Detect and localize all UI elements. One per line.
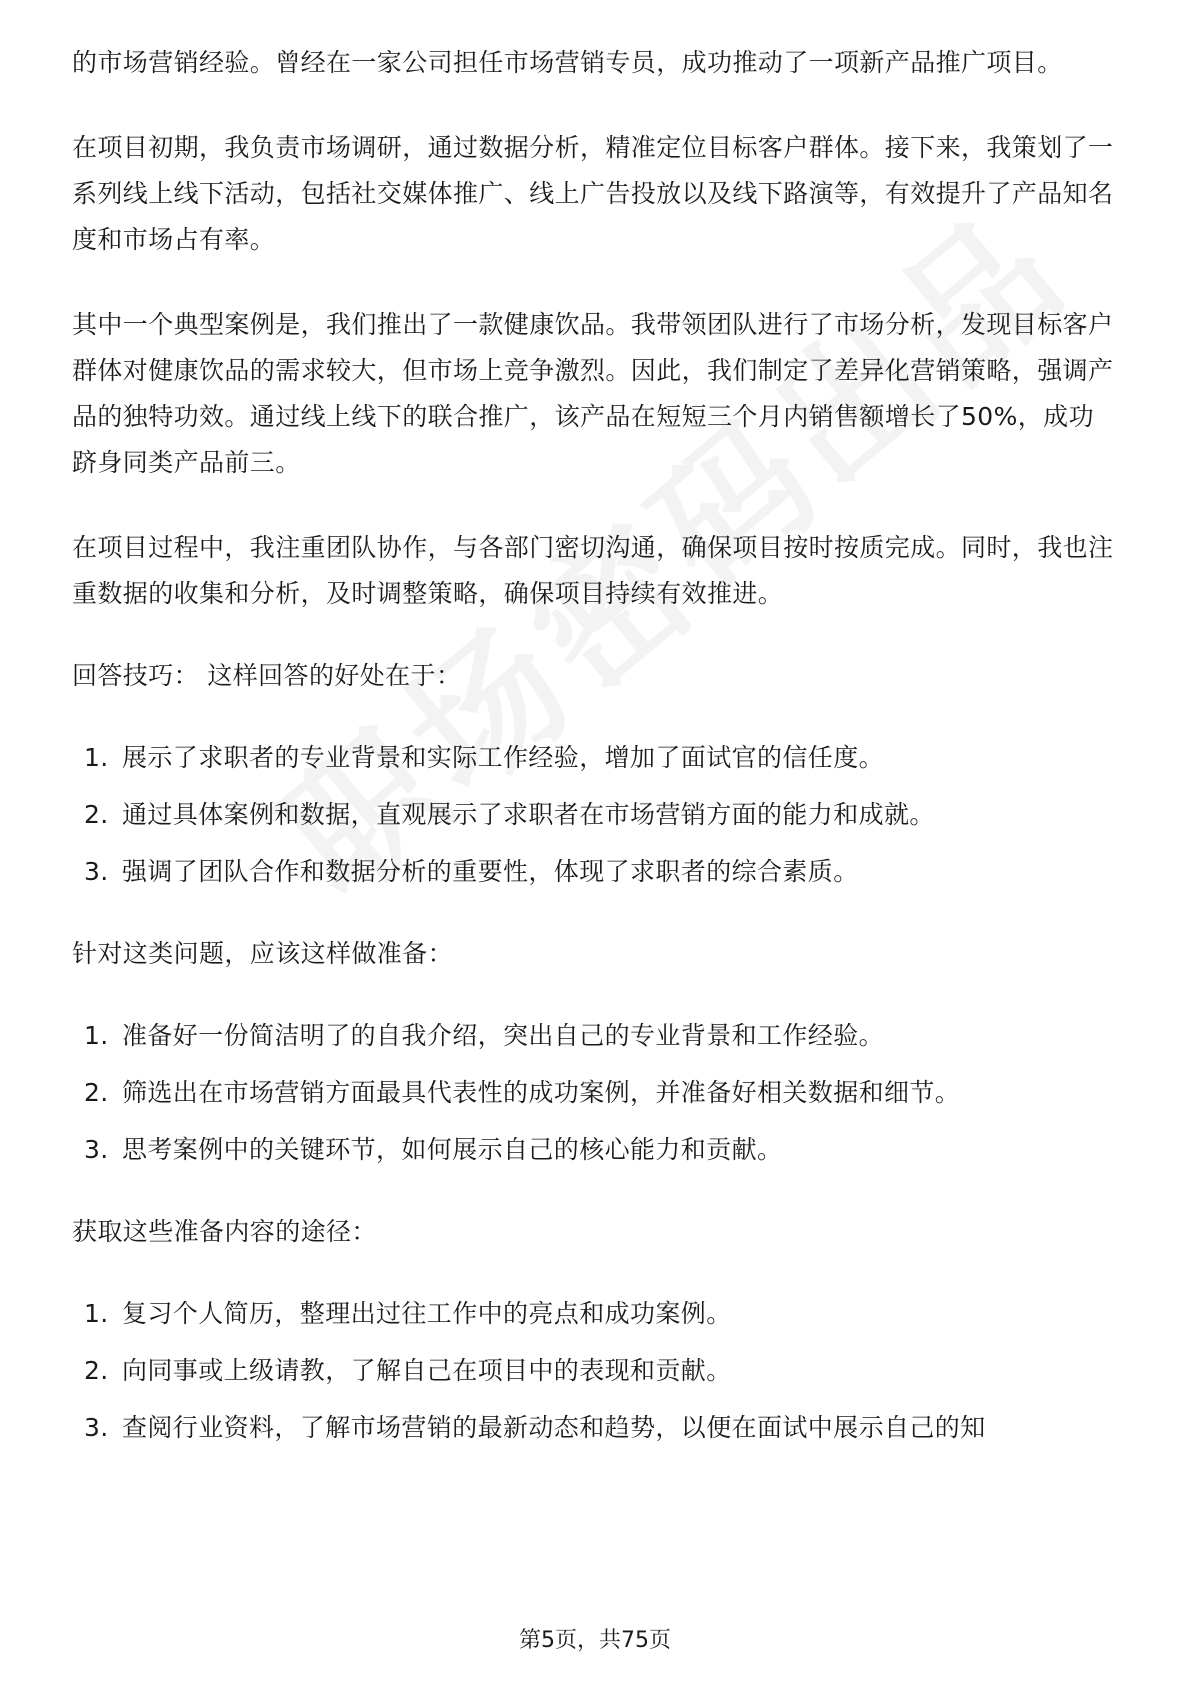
- section-heading-sources: 获取这些准备内容的途径：: [72, 1217, 377, 1246]
- list-item: 3. 思考案例中的关键环节，如何展示自己的核心能力和贡献。: [84, 1135, 783, 1164]
- list-item: 1. 复习个人简历，整理出过往工作中的亮点和成功案例。: [84, 1299, 732, 1328]
- list-item: 2. 通过具体案例和数据，直观展示了求职者在市场营销方面的能力和成就。: [84, 800, 935, 829]
- paragraph-4: 在项目过程中，我注重团队协作，与各部门密切沟通，确保项目按时按质完成。同时，我也注重数据的收集和分析，及时调整策略，确保项目持续有效推进。: [72, 533, 1114, 608]
- list-item: 2. 向同事或上级请教，了解自己在项目中的表现和贡献。: [84, 1356, 732, 1385]
- section-heading-answer-tips: 回答技巧： 这样回答的好处在于：: [72, 661, 462, 690]
- list-item: 2. 筛选出在市场营销方面最具代表性的成功案例，并准备好相关数据和细节。: [84, 1078, 961, 1107]
- list-item: 3. 查阅行业资料，了解市场营销的最新动态和趋势，以便在面试中展示自己的知: [84, 1413, 986, 1442]
- preparation-list: [72, 1013, 1118, 1173]
- list-item: 3. 强调了团队合作和数据分析的重要性，体现了求职者的综合素质。: [84, 857, 859, 886]
- list-item: 1. 准备好一份简洁明了的自我介绍，突出自己的专业背景和工作经验。: [84, 1021, 885, 1050]
- paragraph-1: 的市场营销经验。曾经在一家公司担任市场营销专员，成功推动了一项新产品推广项目。: [72, 48, 1063, 77]
- paragraph-3: 其中一个典型案例是，我们推出了一款健康饮品。我带领团队进行了市场分析，发现目标客户群体对健康饮品的需求较大，但市场上竞争激烈。因此，我们制定了差异化营销策略，强调产品的独特功效。通过线上线下的联合推广，该产品在短短三个月内销售额增长了50%，成功跻身同类产品前三。: [72, 310, 1114, 477]
- answer-tips-list: [72, 735, 1118, 895]
- list-item: 1. 展示了求职者的专业背景和实际工作经验，增加了面试官的信任度。: [84, 743, 885, 772]
- section-heading-preparation: 针对这类问题，应该这样做准备：: [72, 939, 454, 968]
- paragraph-2: 在项目初期，我负责市场调研，通过数据分析，精准定位目标客户群体。接下来，我策划了一系列线上线下活动，包括社交媒体推广、线上广告投放以及线下路演等，有效提升了产品知名度和市场占有率。: [72, 133, 1114, 254]
- page-number: 第5页，共75页: [519, 1628, 671, 1653]
- document-content: [72, 40, 1118, 1462]
- sources-list: [72, 1291, 1118, 1451]
